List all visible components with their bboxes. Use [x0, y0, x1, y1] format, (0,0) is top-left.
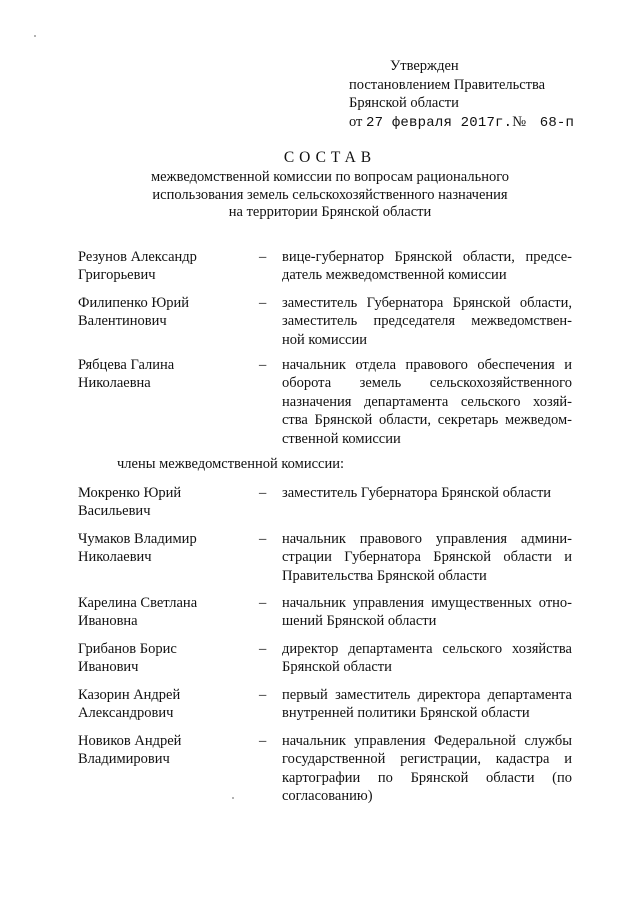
number-sign: №	[512, 113, 527, 130]
member-name	[78, 594, 254, 631]
member-name-line: Ивановна	[78, 613, 138, 630]
entry-dash: –	[259, 641, 267, 657]
member-role	[282, 530, 572, 585]
document-title	[100, 148, 560, 222]
member-role-line: Правительства Брянской области	[282, 567, 487, 584]
approval-line-date	[349, 113, 574, 133]
member-role-line: директор департамента сельского хозяйства	[282, 641, 572, 657]
member-name-line: Казорин Андрей	[78, 687, 181, 703]
member-role-line: страции Губернатора Брянской области и	[282, 549, 572, 566]
member-role-line: датель межведомственной комиссии	[282, 267, 507, 284]
member-role	[282, 732, 572, 806]
member-name-line: Николаевна	[78, 375, 151, 392]
member-name-line: Новиков Андрей	[78, 733, 182, 749]
member-role	[282, 294, 572, 349]
member-name	[78, 356, 254, 393]
member-name	[78, 530, 254, 567]
title-heading: СОСТАВ	[283, 149, 377, 166]
scan-speck	[232, 797, 234, 799]
member-name-line: Валентинович	[78, 313, 167, 330]
member-role	[282, 248, 572, 285]
title-line-2: использования земель сельскохозяйственного назначения	[152, 186, 508, 203]
member-name-line: Карелина Светлана	[78, 595, 198, 611]
member-role-line: первый заместитель директора департамента	[282, 687, 572, 703]
member-role-line: ной комиссии	[282, 331, 368, 348]
member-name-line: Григорьевич	[78, 267, 156, 284]
scan-speck	[34, 35, 36, 37]
entry-dash: –	[259, 295, 267, 311]
member-name	[78, 686, 254, 723]
member-name	[78, 640, 254, 677]
member-role-line: назначения департамента сельского хозяй-	[282, 393, 572, 410]
entry-dash: –	[259, 485, 267, 501]
member-name-line: Иванович	[78, 659, 139, 676]
member-role-line: начальник правового управления админи-	[282, 531, 572, 547]
member-role-line: заместитель Губернатора Брянской области	[282, 485, 552, 501]
entry-dash: –	[259, 531, 267, 547]
title-line-3: на территории Брянской области	[228, 204, 432, 220]
member-role-line: согласованию)	[282, 788, 373, 805]
entry-dash: –	[259, 249, 267, 265]
approval-line-approved: Утвержден	[390, 58, 459, 74]
approval-line-resolution: постановлением Правительства	[349, 76, 546, 93]
member-name-line: Владимирович	[78, 751, 170, 768]
member-role-line: шений Брянской области	[282, 613, 437, 630]
member-role-line: картографии по Брянской области (по	[282, 769, 572, 786]
member-name-line: Мокренко Юрий	[78, 485, 182, 501]
member-name-line: Александрович	[78, 705, 174, 722]
handwritten-number: 68-п	[539, 114, 575, 131]
member-role-line: заместитель председателя межведомствен-	[282, 313, 572, 330]
member-role-line: ства Брянской области, секретарь межведом-	[282, 412, 572, 429]
member-role-line: оборота земель сельскохозяйственного	[282, 375, 572, 392]
member-role-line: Брянской области	[282, 659, 392, 676]
member-role-line: государственной регистрации, кадастра и	[282, 751, 572, 768]
member-name	[78, 484, 254, 521]
member-name	[78, 248, 254, 285]
member-role-line: вице-губернатор Брянской области, предсе-	[282, 249, 572, 265]
approval-line-region: Брянской области	[349, 95, 459, 112]
member-name-line: Грибанов Борис	[78, 641, 177, 657]
entry-dash: –	[259, 595, 267, 611]
member-role	[282, 640, 572, 677]
member-name-line: Чумаков Владимир	[78, 531, 197, 547]
approval-stamp-block	[349, 57, 574, 132]
member-name-line: Николаевич	[78, 549, 152, 566]
member-name	[78, 294, 254, 331]
entry-dash: –	[259, 687, 267, 703]
member-role-line: заместитель Губернатора Брянской области,	[282, 295, 572, 311]
member-name-line: Резунов Александр	[78, 249, 197, 265]
member-role	[282, 356, 572, 448]
member-role-line: внутренней политики Брянской области	[282, 705, 530, 722]
member-role-line: начальник управления имущественных отно-	[282, 595, 572, 611]
member-name-line: Васильевич	[78, 503, 151, 520]
member-name	[78, 732, 254, 769]
member-name-line: Рябцева Галина	[78, 357, 175, 373]
entry-dash: –	[259, 357, 267, 373]
member-role	[282, 484, 572, 502]
title-line-1: межведомственной комиссии по вопросам рационального	[150, 169, 510, 185]
member-role	[282, 686, 572, 723]
date-prefix: от	[349, 113, 363, 130]
member-role	[282, 594, 572, 631]
member-role-line: ственной комиссии	[282, 430, 401, 447]
handwritten-date: 27 февраля 2017г.	[366, 114, 513, 131]
member-role-line: начальник отдела правового обеспечения и	[282, 357, 572, 373]
member-name-line: Филипенко Юрий	[78, 295, 190, 311]
members-label: члены межведомственной комиссии:	[117, 456, 345, 472]
member-role-line: начальник управления Федеральной службы	[282, 733, 572, 749]
entry-dash: –	[259, 733, 267, 749]
